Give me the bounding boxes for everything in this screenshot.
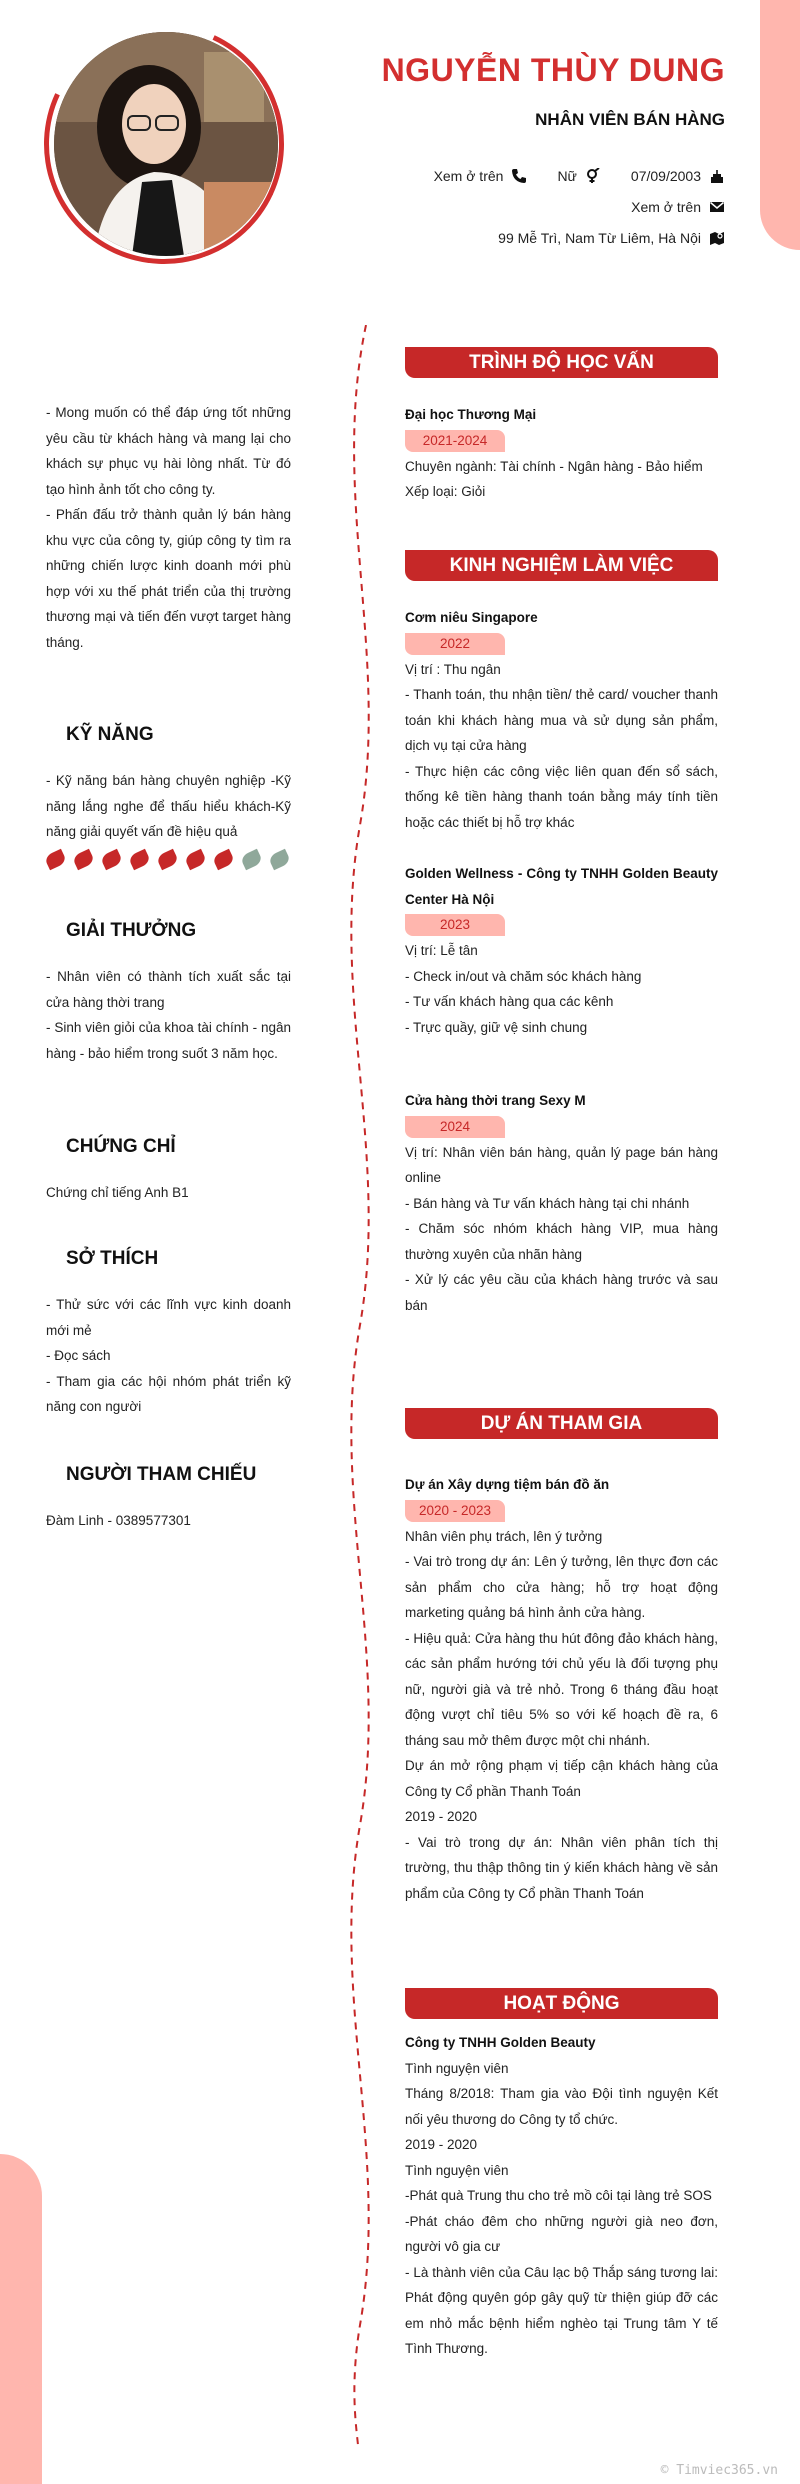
candidate-name: NGUYỄN THÙY DUNG bbox=[381, 52, 725, 88]
company-name: Cơm niêu Singapore bbox=[405, 610, 538, 625]
skill-rating-dot-filled bbox=[100, 849, 124, 871]
activity-org: Công ty TNHH Golden Beauty bbox=[405, 2035, 596, 2050]
job-period-badge: 2023 bbox=[405, 914, 505, 936]
education-line: Chuyên ngành: Tài chính - Ngân hàng - Bảo hiểm bbox=[405, 458, 703, 474]
contact-row-email bbox=[631, 199, 725, 215]
company-name: Golden Wellness - Công ty TNHH Golden Beauty Center Hà Nội bbox=[405, 866, 718, 907]
skill-rating-dot-filled bbox=[44, 849, 68, 871]
job-line: - Thực hiện các công việc liên quan đến sổ sách, thống kê tiền hàng thanh toán bằng máy tính tiền hoặc các thiết bị hỗ trợ khác bbox=[405, 763, 718, 830]
address-value: 99 Mễ Trì, Nam Từ Liêm, Hà Nội bbox=[498, 230, 701, 246]
birthday-cake-icon bbox=[709, 168, 725, 184]
phone-icon bbox=[511, 168, 527, 184]
job-line: - Check in/out và chăm sóc khách hàng bbox=[405, 968, 642, 984]
project-line: - Vai trò trong dự án: Nhân viên phân tích thị trường, thu thập thông tin ý kiến khách hàng về sản phẩm của Công ty Cổ phần Thanh Toán bbox=[405, 1834, 718, 1901]
skill-rating-dot-empty bbox=[268, 849, 292, 871]
experience-entry bbox=[405, 605, 718, 835]
career-objective bbox=[46, 400, 291, 655]
activity-line: 2019 - 2020 bbox=[405, 2137, 478, 2152]
skills-heading: KỸ NĂNG bbox=[66, 724, 154, 745]
activity-line: Tháng 8/2018: Tham gia vào Đội tình nguyện Kết nối yêu thương do Công ty tổ chức. bbox=[405, 2086, 718, 2127]
job-line: - Thanh toán, thu nhận tiền/ thẻ card/ voucher thanh toán khi khách hàng mua và sử dụng sản phẩm, dịch vụ tại cửa hàng bbox=[405, 687, 718, 753]
education-line: Xếp loại: Giỏi bbox=[405, 484, 486, 499]
skill-rating bbox=[46, 852, 289, 867]
avatar-portrait-icon bbox=[54, 32, 278, 256]
project-entry bbox=[405, 1472, 718, 1906]
project-line: Nhân viên phụ trách, lên ý tưởng bbox=[405, 1528, 603, 1544]
education-heading: TRÌNH ĐỘ HỌC VẤN bbox=[405, 347, 718, 378]
job-period-badge: 2024 bbox=[405, 1116, 505, 1138]
hobby-item: - Tham gia các hội nhóm phát triển kỹ năng con người bbox=[46, 1373, 291, 1414]
activity-line: Tình nguyện viên bbox=[405, 2162, 509, 2178]
objective-paragraph: - Phấn đấu trở thành quản lý bán hàng khu vực của công ty, giúp công ty tìm ra những chiến lược kinh doanh mới phù hợp với xu thế phát triển của thị trường thương mại và tiến đến vượt target hàng tháng. bbox=[46, 507, 291, 650]
education-period-badge: 2021-2024 bbox=[405, 430, 505, 452]
experience-entry bbox=[405, 861, 718, 1040]
gender-value: Nữ bbox=[557, 168, 577, 184]
project-line: 2019 - 2020 bbox=[405, 1809, 478, 1824]
skill-rating-dot-filled bbox=[156, 849, 180, 871]
map-location-icon bbox=[709, 230, 725, 246]
hobbies-list bbox=[46, 1292, 291, 1420]
skill-rating-dot-filled bbox=[72, 849, 96, 871]
top-right-decoration bbox=[760, 0, 800, 250]
job-line: - Chăm sóc nhóm khách hàng VIP, mua hàng thường xuyên của nhãn hàng bbox=[405, 1221, 718, 1262]
certificate-item: Chứng chỉ tiếng Anh B1 bbox=[46, 1185, 189, 1200]
birthday-value: 07/09/2003 bbox=[630, 168, 701, 184]
school-name: Đại học Thương Mại bbox=[405, 407, 537, 422]
activity-line: -Phát quà Trung thu cho trẻ mồ côi tại làng trẻ SOS bbox=[405, 2188, 712, 2203]
job-line: - Bán hàng và Tư vấn khách hàng tại chi nhánh bbox=[405, 1195, 690, 1211]
email-icon bbox=[709, 199, 725, 215]
bottom-left-decoration bbox=[0, 2154, 42, 2484]
reference-item: Đàm Linh - 0389577301 bbox=[46, 1513, 191, 1528]
job-line: Vị trí: Nhân viên bán hàng, quản lý page bán hàng online bbox=[405, 1144, 718, 1185]
contact-row-phone-gender-birthday bbox=[434, 168, 725, 184]
job-line: Vị trí: Lễ tân bbox=[405, 943, 478, 958]
awards-list bbox=[46, 964, 291, 1066]
objective-paragraph: - Mong muốn có thể đáp ứng tốt những yêu cầu từ khách hàng và mang lại cho khách sự phục vụ hài lòng nhất. Từ đó tạo hình ảnh tốt cho công ty. bbox=[46, 405, 291, 497]
avatar bbox=[54, 32, 278, 256]
projects-heading: DỰ ÁN THAM GIA bbox=[405, 1408, 718, 1439]
skill-rating-dot-filled bbox=[184, 849, 208, 871]
award-item: - Sinh viên giỏi của khoa tài chính - ngân hàng - bảo hiểm trong suốt 3 năm học. bbox=[46, 1020, 291, 1061]
references-heading: NGƯỜI THAM CHIẾU bbox=[66, 1464, 257, 1485]
job-line: Vị trí : Thu ngân bbox=[405, 661, 501, 677]
project-line: Dự án mở rộng phạm vị tiếp cận khách hàng của Công ty Cổ phần Thanh Toán bbox=[405, 1758, 718, 1799]
job-line: - Tư vấn khách hàng qua các kênh bbox=[405, 994, 614, 1009]
hobbies-heading: SỞ THÍCH bbox=[66, 1248, 159, 1269]
certificates-heading: CHỨNG CHỈ bbox=[66, 1136, 176, 1157]
awards-heading: GIẢI THƯỞNG bbox=[66, 920, 197, 941]
phone-value[interactable]: Xem ở trên bbox=[433, 168, 504, 184]
timeline-divider bbox=[330, 325, 390, 2445]
skill-rating-dot-filled bbox=[212, 849, 236, 871]
experience-entry bbox=[405, 1088, 718, 1318]
activity-entry bbox=[405, 2030, 718, 2362]
experience-heading: KINH NGHIỆM LÀM VIỆC bbox=[405, 550, 718, 581]
skills-text: - Kỹ năng bán hàng chuyên nghiệp -Kỹ năng lắng nghe để thấu hiểu khách-Kỹ năng giải quyết vấn đề hiệu quả bbox=[46, 773, 291, 839]
activity-line: - Là thành viên của Câu lạc bộ Thắp sáng tương lai: Phát động quyên góp gây quỹ từ thiện giúp đỡ các em nhỏ mắc bệnh hiểm nghèo tại Trung tâm Y tế Tình Thương. bbox=[405, 2264, 718, 2356]
company-name: Cửa hàng thời trang Sexy M bbox=[405, 1093, 586, 1108]
activity-line: -Phát cháo đêm cho những người già neo đơn, người vô gia cư bbox=[405, 2213, 718, 2254]
activity-line: Tình nguyện viên bbox=[405, 2060, 509, 2076]
activities-heading: HOẠT ĐỘNG bbox=[405, 1988, 718, 2019]
award-item: - Nhân viên có thành tích xuất sắc tại cửa hàng thời trang bbox=[46, 969, 291, 1010]
skill-rating-dot-filled bbox=[128, 849, 152, 871]
skill-rating-dot-empty bbox=[240, 849, 264, 871]
watermark: © Timviec365.vn bbox=[660, 2463, 778, 2478]
job-line: - Trực quầy, giữ vệ sinh chung bbox=[405, 1019, 588, 1035]
education-entry bbox=[405, 402, 718, 505]
project-period-badge: 2020 - 2023 bbox=[405, 1500, 505, 1522]
project-line: - Hiệu quả: Cửa hàng thu hút đông đảo khách hàng, các sản phẩm hướng tới chủ yếu là đối tượng phụ nữ, người già và trẻ nhỏ. Trong 6 tháng đầu hoạt động vượt chỉ tiêu 5% so với kế hoạch đề ra, 6 tháng sau mở thêm được một chi nhánh. bbox=[405, 1630, 718, 1748]
avatar-frame bbox=[44, 24, 284, 264]
job-period-badge: 2022 bbox=[405, 633, 505, 655]
hobby-item: - Thử sức với các lĩnh vực kinh doanh mới mẻ bbox=[46, 1297, 291, 1338]
project-name: Dự án Xây dựng tiệm bán đồ ăn bbox=[405, 1477, 610, 1492]
project-line: - Vai trò trong dự án: Lên ý tưởng, lên thực đơn các sản phẩm cho cửa hàng; hỗ trợ hoạt động marketing quảng bá hình ảnh cửa hàng. bbox=[405, 1554, 718, 1620]
gender-icon bbox=[585, 168, 601, 184]
email-value[interactable]: Xem ở trên bbox=[631, 199, 701, 215]
job-line: - Xử lý các yêu cầu của khách hàng trước và sau bán bbox=[405, 1272, 718, 1313]
hobby-item: - Đọc sách bbox=[46, 1348, 111, 1363]
job-title: NHÂN VIÊN BÁN HÀNG bbox=[535, 110, 725, 129]
contact-row-address bbox=[498, 230, 725, 246]
